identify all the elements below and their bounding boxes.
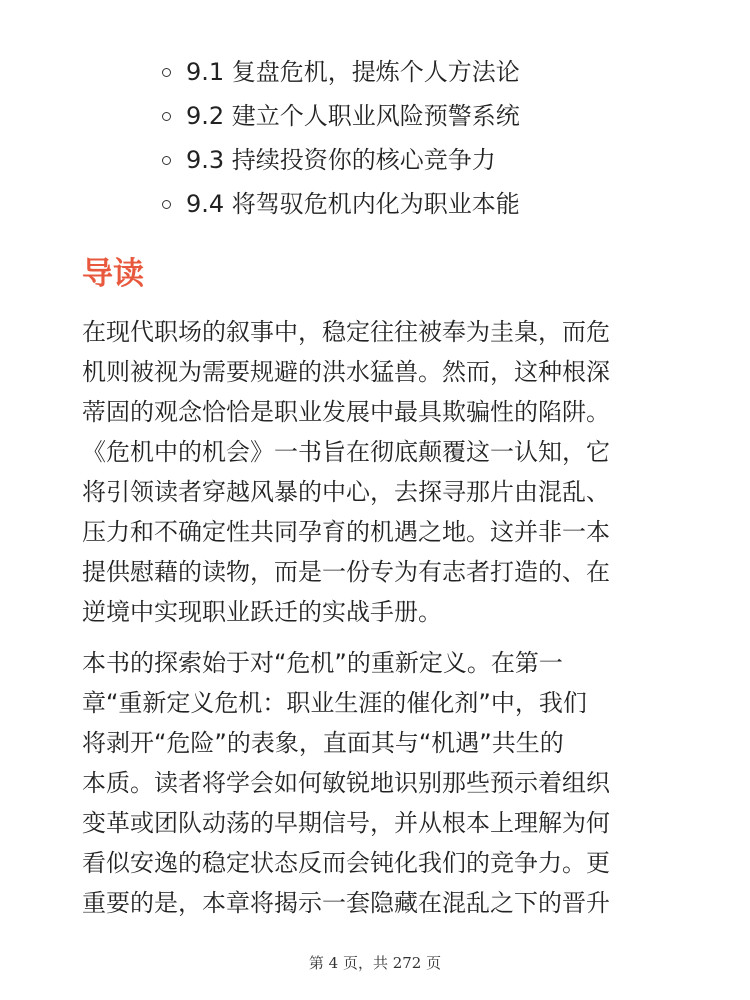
toc-item	[162, 50, 722, 94]
toc-list	[162, 50, 722, 226]
paragraph-line: 看似安逸的稳定状态反而会钝化我们的竞争力。更	[82, 849, 610, 877]
paragraph-line: 将剥开“危险”的表象，直面其与“机遇”共生的	[82, 729, 564, 757]
paragraph-line: 本书的探索始于对“危机”的重新定义。在第一	[82, 649, 563, 677]
paragraph-line: 重要的是，本章将揭示一套隐藏在混乱之下的晋升	[82, 889, 610, 917]
paragraph-line: 《危机中的机会》一书旨在彻底颠覆这一认知，它	[82, 438, 610, 466]
hollow-circle-bullet-icon	[162, 200, 171, 209]
paragraph-line: 本质。读者将学会如何敏锐地识别那些预示着组织	[82, 769, 610, 797]
paragraph-line: 将引领读者穿越风暴的中心，去探寻那片由混乱、	[82, 478, 610, 506]
paragraph-line: 机则被视为需要规避的洪水猛兽。然而，这种根深	[82, 358, 610, 386]
paragraph-line: 提供慰藉的读物，而是一份专为有志者打造的、在	[82, 558, 610, 586]
section-heading: 导读	[82, 256, 144, 292]
paragraph-line: 在现代职场的叙事中，稳定往往被奉为圭臬，而危	[82, 318, 610, 346]
page-number-footer: 第 4 页，共 272 页	[308, 954, 442, 972]
paragraph-line: 变革或团队动荡的早期信号，并从根本上理解为何	[82, 809, 610, 837]
body-paragraph	[82, 643, 702, 923]
hollow-circle-bullet-icon	[162, 112, 171, 121]
toc-item-label: 9.2 建立个人职业风险预警系统	[186, 102, 520, 130]
toc-item-label: 9.3 持续投资你的核心竞争力	[186, 146, 496, 174]
paragraph-line: 蒂固的观念恰恰是职业发展中最具欺骗性的陷阱。	[82, 398, 610, 426]
toc-item	[162, 94, 722, 138]
toc-item	[162, 138, 722, 182]
paragraph-line: 章“重新定义危机：职业生涯的催化剂”中，我们	[82, 689, 587, 717]
toc-item	[162, 182, 722, 226]
toc-item-label: 9.1 复盘危机，提炼个人方法论	[186, 58, 520, 86]
paragraph-line: 逆境中实现职业跃迁的实战手册。	[82, 598, 442, 626]
hollow-circle-bullet-icon	[162, 156, 171, 165]
toc-item-label: 9.4 将驾驭危机内化为职业本能	[186, 190, 520, 218]
paragraph-line: 压力和不确定性共同孕育的机遇之地。这并非一本	[82, 518, 610, 546]
intro-paragraph	[82, 312, 702, 632]
hollow-circle-bullet-icon	[162, 68, 171, 77]
